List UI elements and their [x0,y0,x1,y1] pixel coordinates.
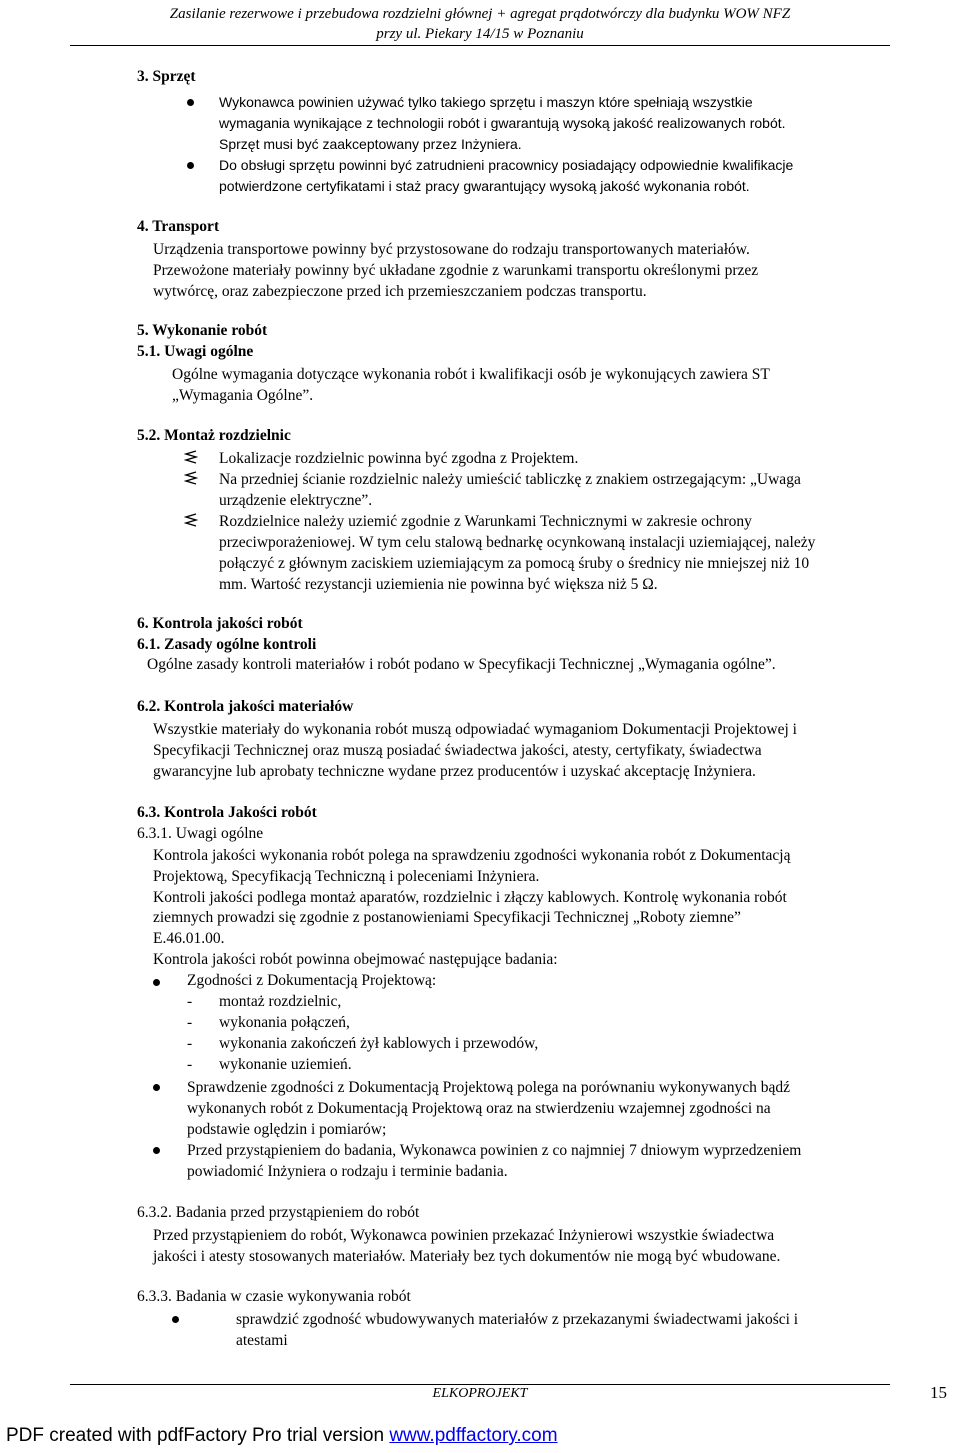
section-6-3-1-heading: 6.3.1. Uwagi ogólne [137,825,264,842]
section-6-3-2-body: Przed przystąpieniem do robót, Wykonawca powinien przekazać Inżynierowi wszystkie świadectwa jakości i atesty stosowanych materiałów. Materiały bez tych dokumentów nie mogą być wbudowane. [153,1227,781,1265]
dash-item: wykonanie uziemień. [219,1056,352,1073]
bullet-dot-icon [153,1084,160,1091]
section-6-3-heading: 6.3. Kontrola Jakości robót [137,804,317,821]
bullet-dot-icon [153,1147,160,1154]
section-5-1-body: Ogólne wymagania dotyczące wykonania robót i kwalifikacji osób je wykonujących zawiera ST „Wymagania Ogólne”. [172,366,770,404]
page-number: 15 [930,1383,947,1402]
section-6-2-body: Wszystkie materiały do wykonania robót muszą odpowiadać wymaganiom Dokumentacji Projektowej i Specyfikacji Technicznej oraz muszą posiadać świadectwa jakości, atesty, certyfikaty, świadectwa gwarancyjne lub aprobaty techniczne wydane przez producentów i uzyskać akceptację Inżyniera. [153,721,797,780]
section-6-heading: 6. Kontrola jakości robót [137,615,303,632]
footer-rule [70,1384,890,1385]
montaz-item-1: Lokalizacje rozdzielnic powinna być zgodna z Projektem. [219,450,579,467]
section-6-2-heading: 6.2. Kontrola jakości materiałów [137,698,354,715]
section-6-3-3-bullet: sprawdzić zgodność wbudowywanych materiałów z przekazanymi świadectwami jakości i atestami [236,1311,799,1349]
checkmark-bullet-icon [184,470,198,486]
dash-item: montaż rozdzielnic, [219,993,342,1010]
montaz-item-3: Rozdzielnice należy uziemić zgodnie z Warunkami Technicznymi w zakresie ochrony przeciwporażeniowej. W tym celu stalową bednarkę ocynkowaną instalacji uziemiającej, należy połączyć z głównym zaciskiem uziemiającym za pomocą śruby o średnicy nie mniejszej niż 10 mm. Wartość rezystancji uziemienia nie powinna być większa niż 5 Ω. [219,513,816,593]
section-5-1-heading: 5.1. Uwagi ogólne [137,343,254,360]
dash-bullet: - [187,1056,193,1073]
pdffactory-link[interactable]: www.pdffactory.com [389,1425,558,1446]
section-4-body: Urządzenia transportowe powinny być przystosowane do rodzaju transportowanych materiałów. Przewożone materiały powinny być układane zgodnie z warunkami transportu określonymi przez wytwórcę, oraz zabezpieczone przed ich przemieszczaniem podczas transportu. [153,241,759,300]
pdf-watermark: PDF created with pdfFactory Pro trial version www.pdffactory.com [6,1425,558,1446]
bullet-przed-przystapieniem: Przed przystąpieniem do badania, Wykonawca powinien z co najmniej 7 dniowym wyprzedzeniem powiadomić Inżyniera o rodzaju i terminie badania. [187,1142,802,1180]
bullet-zgodnosci: Zgodności z Dokumentacją Projektową: [187,972,437,989]
section-6-1-heading: 6.1. Zasady ogólne kontroli [137,636,317,653]
montaz-item-2: Na przedniej ścianie rozdzielnic należy umieścić tabliczkę z znakiem ostrzegającym: „Uwaga urządzenie elektryczne”. [219,471,801,509]
bullet-dot-icon [187,162,194,169]
dash-bullet: - [187,1035,193,1052]
section-6-3-1-body: Kontrola jakości wykonania robót polega na sprawdzeniu zgodności wykonania robót z Dokumentacją Projektową, Specyfikacją Techniczną i poleceniami Inżyniera. Kontroli jakości podlega montaż aparatów, rozdzielnic i złączy kablowych. Kontrolę wykonania robót ziemnych prowadzi się zgodnie z postanowieniami Specyfikacji Technicznej „Roboty ziemne” E.46.01.00. Kontrola jakości robót powinna obejmować następujące badania: [153,847,791,968]
bullet-dot-icon [187,99,194,106]
section-3-bullet-2: Do obsługi sprzętu powinni być zatrudnieni pracownicy posiadający odpowiednie kwalifikacje potwierdzone certyfikatami i staż pracy gwarantujący wysoką jakość wykonania robót. [219,157,794,194]
section-6-1-body: Ogólne zasady kontroli materiałów i robót podano w Specyfikacji Technicznej „Wymagania ogólne”. [147,656,776,673]
bullet-dot-icon [172,1316,179,1323]
bullet-sprawdzenie: Sprawdzenie zgodności z Dokumentacją Projektową polega na porównaniu wykonywanych bądź wykonanych robót z Dokumentacją Projektową oraz na stwierdzeniu wzajemnej zgodności na podstawie oględzin i pomiarów; [187,1079,791,1138]
section-5-heading: 5. Wykonanie robót [137,322,268,339]
dash-bullet: - [187,1014,193,1031]
dash-item: wykonania połączeń, [219,1014,350,1031]
section-6-3-2-heading: 6.3.2. Badania przed przystąpieniem do robót [137,1204,420,1221]
checkmark-bullet-icon [184,512,198,528]
footer-company: ELKOPROJEKT [432,1386,528,1401]
section-3-bullet-1: Wykonawca powinien używać tylko takiego sprzętu i maszyn które spełniają wszystkie wymagania wynikające z technologii robót i gwarantują wysoką jakość realizowanych robót. Sprzęt musi być zaakceptowany przez Inżyniera. [219,94,786,152]
header-rule [70,45,890,46]
document-header-line2: przy ul. Piekary 14/15 w Poznaniu [376,26,584,42]
section-3-heading: 3. Sprzęt [137,68,196,85]
dash-item: wykonania zakończeń żył kablowych i przewodów, [219,1035,539,1052]
dash-bullet: - [187,993,193,1010]
section-4-heading: 4. Transport [137,218,220,235]
section-6-3-3-heading: 6.3.3. Badania w czasie wykonywania robót [137,1288,411,1305]
bullet-dot-icon [153,979,160,986]
document-header-line1: Zasilanie rezerwowe i przebudowa rozdzielni głównej + agregat prądotwórczy dla budynku WOW NFZ [169,6,791,22]
section-5-2-heading: 5.2. Montaż rozdzielnic [137,427,291,444]
checkmark-bullet-icon [184,449,198,465]
